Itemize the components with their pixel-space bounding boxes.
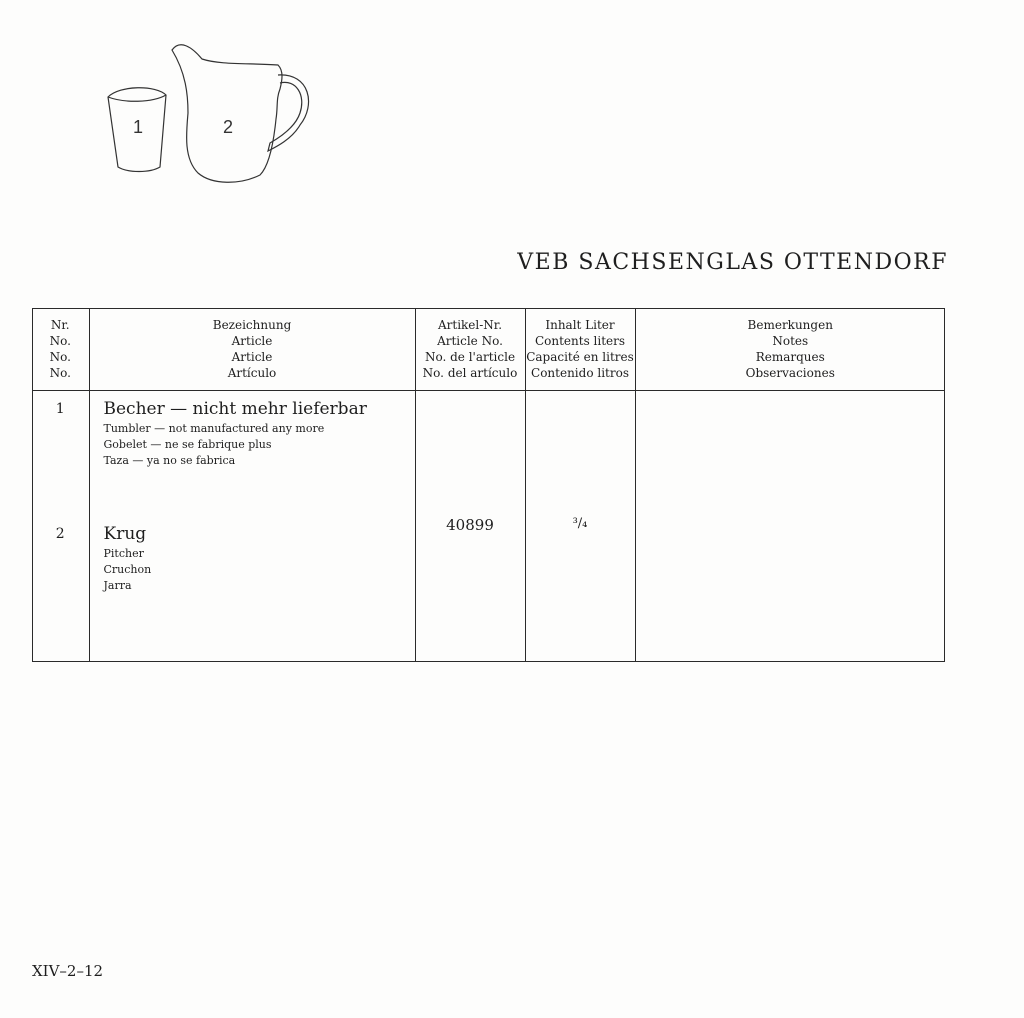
header-article-no: Artikel-Nr. Article No. No. de l'article No. del artículo: [415, 308, 525, 391]
article-number: 40899: [415, 516, 525, 663]
header-designation: Bezeichnung Article Article Artículo: [89, 308, 415, 391]
row-nr: 2: [55, 525, 65, 542]
glassware-illustration: [100, 35, 330, 185]
row-nr-cell: [32, 391, 89, 516]
row-nr-cell: [32, 516, 89, 663]
pitcher-outline: [172, 45, 282, 182]
pitcher-handle: [268, 75, 309, 151]
tumbler-label: 1: [132, 117, 144, 137]
header-notes: Bemerkungen Notes Remarques Observaciones: [635, 308, 945, 391]
capacity: [525, 391, 635, 516]
row-designation-cell: [89, 516, 415, 663]
row-designation-cell: [89, 391, 415, 516]
pitcher-label: 2: [222, 117, 234, 137]
table-row: [32, 516, 945, 663]
notes-cell: [635, 516, 945, 663]
table-row: [32, 391, 945, 516]
capacity: ³/₄: [525, 516, 635, 663]
header-content: Inhalt Liter Contents liters Capacité en litres Contenido litros: [525, 308, 635, 391]
company-name: VEB SACHSENGLAS OTTENDORF: [517, 250, 948, 275]
item-name: Becher — nicht mehr lieferbar: [103, 399, 367, 419]
table-header-row: [32, 308, 945, 391]
row-nr: 1: [55, 401, 65, 417]
item-translations: Tumbler — not manufactured any more Gobelet — ne se fabrique plus Taza — ya no se fabrica: [103, 422, 325, 467]
header-nr: Nr. No. No. No.: [32, 308, 89, 391]
article-table: [32, 308, 945, 662]
item-translations: Pitcher Cruchon Jarra: [103, 546, 152, 592]
notes-cell: [635, 391, 945, 516]
article-number: [415, 391, 525, 516]
item-name: Krug: [103, 523, 147, 544]
page-code: XIV–2–12: [32, 962, 104, 980]
